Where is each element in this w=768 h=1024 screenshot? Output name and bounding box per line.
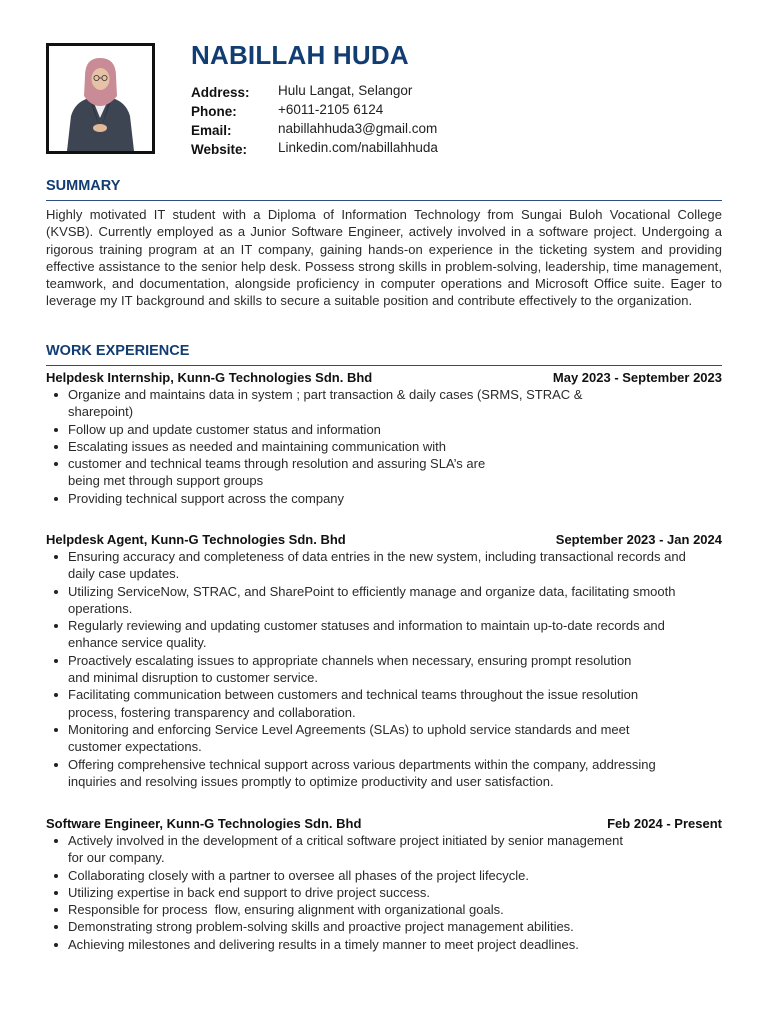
bullet-icon (54, 462, 58, 466)
list-item (46, 756, 722, 791)
email-label: Email: (191, 122, 232, 138)
job-bullet-list (46, 386, 722, 507)
list-item (46, 832, 722, 867)
bullet-text: Achieving milestones and delivering results in a timely manner to meet project deadlines. (68, 936, 579, 952)
bullet-text: Utilizing expertise in back end support to drive project success. (68, 884, 431, 900)
job-entry-software-engineer (46, 815, 722, 953)
bullet-text: Facilitating communication between customers and technical teams throughout the issue resolution process, fostering transparency and collaboration. (68, 687, 639, 720)
bullet-icon (54, 659, 58, 663)
summary-text: Highly motivated IT student with a Diploma of Information Technology from Sungai Buloh Vocational College (KVSB). Currently employed as a Junior Software Engineer, actively involved in a software project. Undergoing a rigorous training program at an IT company, gaining hands-on experience in the ticketing system and providing effective assistance to the senior help desk. Possess strong skills in problem-solving, leadership, time management, teamwork, and documentation, alongside proficiency in computer operations and Microsoft Office suite. Eager to leverage my IT background and skills to secure a suitable position and contribute effectively to the organization. (46, 207, 722, 309)
job-title: Software Engineer, Kunn-G Technologies Sdn. Bhd (46, 816, 362, 831)
email-value: nabillahhuda3@gmail.com (278, 121, 438, 136)
job-date: May 2023 - September 2023 (552, 370, 722, 385)
job-header (46, 815, 722, 832)
work-experience-divider (46, 365, 722, 366)
job-title: Helpdesk Internship, Kunn-G Technologies Sdn. Bhd (46, 370, 373, 385)
list-item (46, 652, 722, 687)
job-entry-helpdesk-internship (46, 369, 722, 507)
list-item (46, 884, 722, 901)
bullet-text: Follow up and update customer status and information (68, 421, 381, 437)
bullet-text: Monitoring and enforcing Service Level Agreements (SLAs) to uphold service standards and meet customer expectations. (68, 721, 630, 755)
list-item (46, 686, 722, 721)
bullet-icon (54, 728, 58, 732)
job-title: Helpdesk Agent, Kunn-G Technologies Sdn. Bhd (46, 532, 346, 547)
bullet-icon (54, 874, 58, 878)
list-item (46, 583, 722, 618)
bullet-text: Offering comprehensive technical support across various departments within the company, addressing inquiries and resolving issues promptly to optimize productivity and user satisfaction. (68, 756, 656, 789)
bullet-text: Providing technical support across the company (68, 490, 345, 506)
summary-section (46, 178, 722, 310)
phone-label: Phone: (191, 103, 237, 119)
list-item (46, 918, 722, 935)
list-item (46, 901, 722, 918)
bullet-icon (54, 555, 58, 559)
job-date: September 2023 - Jan 2024 (555, 532, 722, 547)
list-item (46, 617, 722, 652)
bullet-text: Regularly reviewing and updating customer statuses and information to maintain up-to-date records and enhance service quality. (68, 618, 665, 651)
job-header (46, 531, 722, 548)
website-value: Linkedin.com/nabillahhuda (278, 140, 438, 155)
bullet-icon (54, 393, 58, 397)
bullet-text: Escalating issues as needed and maintaining communication with (68, 438, 446, 454)
bullet-icon (54, 497, 58, 501)
work-experience-section (46, 343, 722, 366)
bullet-icon (54, 943, 58, 947)
list-item (46, 490, 722, 507)
list-item (46, 548, 722, 583)
bullet-icon (54, 445, 58, 449)
bullet-icon (54, 693, 58, 697)
contact-row-email (191, 119, 438, 138)
contact-row-address (191, 81, 438, 100)
website-label: Website: (191, 141, 248, 157)
job-header (46, 369, 722, 386)
bullet-text: Ensuring accuracy and completeness of data entries in the new system, including transactional records and daily case updates. (68, 549, 686, 582)
contact-details (191, 81, 438, 157)
candidate-name: NABILLAH HUDA (191, 40, 409, 70)
address-value: Hulu Langat, Selangor (278, 83, 413, 98)
job-bullet-list (46, 548, 722, 790)
bullet-text: customer and technical teams through resolution and assuring SLA’s are being met through support groups (68, 456, 486, 489)
job-date: Feb 2024 - Present (607, 816, 722, 831)
list-item (46, 867, 722, 884)
work-experience-heading: WORK EXPERIENCE (46, 343, 190, 359)
bullet-text: Utilizing ServiceNow, STRAC, and SharePoint to efficiently manage and organize data, facilitating smooth operations. (68, 583, 676, 616)
profile-photo (46, 43, 155, 154)
address-label: Address: (191, 84, 250, 100)
summary-divider (46, 200, 722, 201)
contact-row-website (191, 138, 438, 157)
bullet-text: Collaborating closely with a partner to oversee all phases of the project lifecycle. (68, 867, 530, 883)
summary-heading: SUMMARY (46, 178, 121, 194)
person-portrait-icon (49, 46, 152, 151)
list-item (46, 936, 722, 953)
job-bullet-list (46, 832, 722, 953)
list-item (46, 438, 722, 455)
list-item (46, 421, 722, 438)
job-entry-helpdesk-agent (46, 531, 722, 790)
bullet-text: Demonstrating strong problem-solving skills and proactive project management abilities. (68, 919, 574, 935)
bullet-icon (54, 624, 58, 628)
contact-row-phone (191, 100, 438, 119)
bullet-icon (54, 925, 58, 929)
list-item (46, 386, 722, 421)
bullet-text: Responsible for process flow, ensuring alignment with organizational goals. (68, 902, 504, 918)
bullet-icon (54, 428, 58, 432)
phone-value: +6011-2105 6124 (278, 102, 384, 117)
bullet-icon (54, 839, 58, 843)
bullet-icon (54, 763, 58, 767)
bullet-icon (54, 891, 58, 895)
list-item (46, 721, 722, 756)
bullet-text: Organize and maintains data in system ; part transaction & daily cases (SRMS, STRAC & sharepoint) (68, 387, 583, 420)
bullet-text: Actively involved in the development of a critical software project initiated by senior management for our company. (68, 833, 623, 866)
bullet-icon (54, 908, 58, 912)
list-item (46, 455, 722, 490)
bullet-icon (54, 590, 58, 594)
bullet-text: Proactively escalating issues to appropriate channels when necessary, ensuring prompt resolution and minimal disruption to customer service. (68, 652, 632, 686)
